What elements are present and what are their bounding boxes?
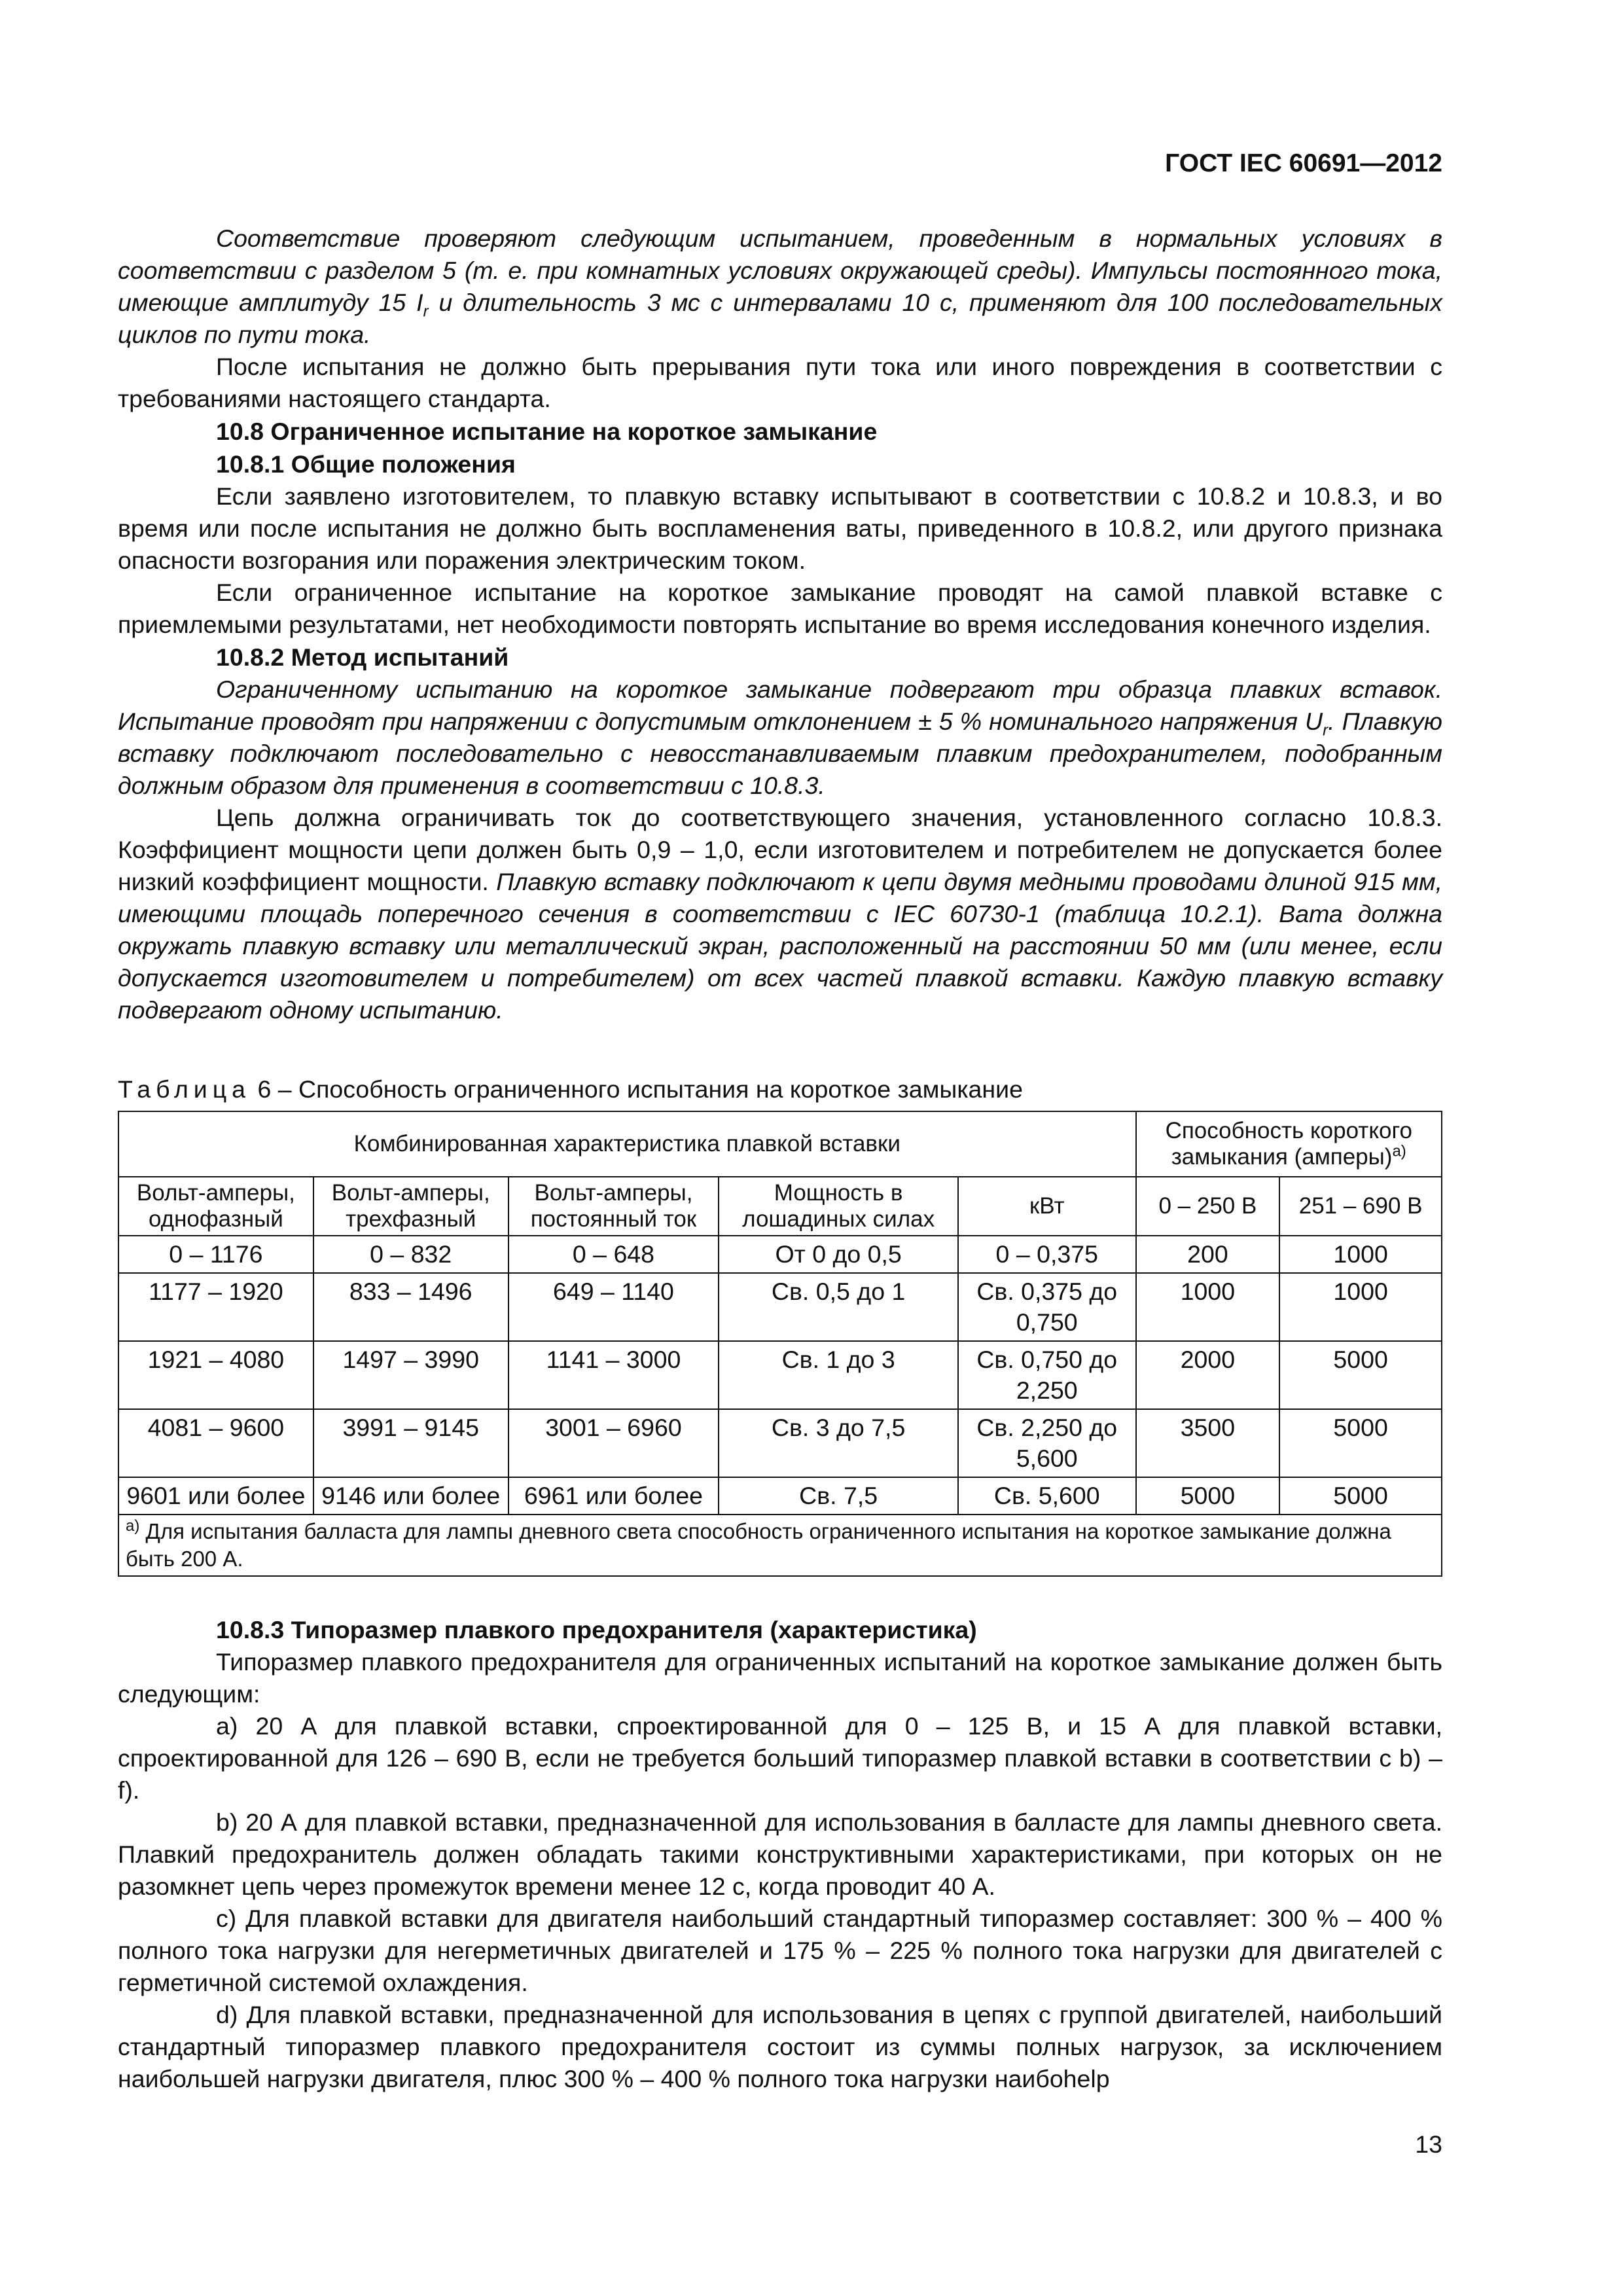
table-cell: 5000 xyxy=(1136,1477,1280,1515)
table-cell: 3991 – 9145 xyxy=(313,1409,508,1477)
page-number: 13 xyxy=(1415,2130,1442,2158)
standard-code: ГОСТ IEC 60691—2012 xyxy=(1165,149,1442,177)
s1082-p2-a: Цепь должна ограничивать ток до соответствующего значения, установленного согласно 10.8.3. Коэффициент мощности цепи должен быть 0,9 – 1,0, если изготовителем и потребителем не допускается более низкий коэффициент мощности. xyxy=(118,804,1442,895)
intro-paragraph-1 xyxy=(118,223,1442,351)
table-group-header: Комбинированная характеристика плавкой вставки xyxy=(118,1111,1136,1177)
table-row xyxy=(118,1341,1442,1409)
table-row xyxy=(118,1477,1442,1515)
section-10-8-title: 10.8 Ограниченное испытание на короткое замыкание xyxy=(216,418,878,445)
table-col-header: Вольт-амперы, постоянный ток xyxy=(508,1177,719,1236)
s1083-item-a: a) 20 А для плавкой вставки, спроектированной для 0 – 125 В, и 15 А для плавкой вставки, спроектированной для 126 – 690 В, если не требуется больший типоразмер плавкой вставки в соответствии с b) – f). xyxy=(118,1712,1442,1804)
intro-p1-b: и длительность 3 мс с интервалами 10 с, применяют для 100 последовательных циклов по пути тока. xyxy=(118,289,1442,348)
table-row xyxy=(118,1236,1442,1273)
table-footnote xyxy=(118,1515,1442,1576)
table-footnote-mark: a) xyxy=(126,1517,140,1535)
s1083-item-b: b) 20 А для плавкой вставки, предназначенной для использования в балласте для лампы дневного света. Плавкий предохранитель должен обладать такими конструктивными характеристиками, при которых он не разомкнет цепь через промежуток времени менее 12 с, когда проводит 40 А. xyxy=(118,1808,1442,1900)
table-caption-text: 6 – Способность ограниченного испытания на короткое замыкание xyxy=(251,1075,1023,1103)
table-caption-label: Таблица xyxy=(118,1075,251,1103)
table-cell: 5000 xyxy=(1279,1477,1442,1515)
table-cell: 3500 xyxy=(1136,1409,1280,1477)
intro-p1-a: Соответствие проверяют следующим испытанием, проведенным в нормальных условиях в соответствии с разделом 5 (т. е. при комнатных условиях окружающей среды). Импульсы постоянного тока, имеющие амплитуду 15 I xyxy=(118,224,1442,316)
table-cell: Св. 2,250 до 5,600 xyxy=(958,1409,1136,1477)
table-cell: 6961 или более xyxy=(508,1477,719,1515)
s1083-item-c: c) Для плавкой вставки для двигателя наибольший стандартный типоразмер составляет: 300 % – 400 % полного тока нагрузки для негерметичных двигателей и 175 % – 225 % полного тока нагрузки для двигателей с герметичной системой охлаждения. xyxy=(118,1905,1442,1996)
table-6-caption xyxy=(118,1073,1442,1105)
table-6 xyxy=(118,1111,1442,1577)
section-10-8-2-title: 10.8.2 Метод испытаний xyxy=(216,643,509,671)
table-cell: 9601 или более xyxy=(118,1477,313,1515)
table-sc-header-text: Способность короткого замыкания (амперы) xyxy=(1165,1118,1412,1170)
table-col-header: 251 – 690 В xyxy=(1279,1177,1442,1236)
table-cell: 2000 xyxy=(1136,1341,1280,1409)
table-col-header: Вольт-амперы, трехфазный xyxy=(313,1177,508,1236)
table-cell: 649 – 1140 xyxy=(508,1273,719,1341)
table-cell: 833 – 1496 xyxy=(313,1273,508,1341)
s1082-paragraph-1 xyxy=(118,673,1442,802)
table-cell: 1497 – 3990 xyxy=(313,1341,508,1409)
table-sc-header xyxy=(1136,1111,1442,1177)
table-cell: От 0 до 0,5 xyxy=(719,1236,958,1273)
s1082-paragraph-2 xyxy=(118,802,1442,1026)
table-footnote-text: Для испытания балласта для лампы дневного света способность ограниченного испытания на короткое замыкание должна быть 200 А. xyxy=(126,1519,1391,1571)
table-cell: Св. 7,5 xyxy=(719,1477,958,1515)
table-col-header: Мощность в лошадиных силах xyxy=(719,1177,958,1236)
table-cell: 4081 – 9600 xyxy=(118,1409,313,1477)
table-cell: 5000 xyxy=(1279,1341,1442,1409)
table-cell: Св. 0,750 до 2,250 xyxy=(958,1341,1136,1409)
table-row xyxy=(118,1273,1442,1341)
table-cell: 1177 – 1920 xyxy=(118,1273,313,1341)
table-cell: Св. 0,5 до 1 xyxy=(719,1273,958,1341)
table-cell: 9146 или более xyxy=(313,1477,508,1515)
s1082-p1-b: . Плавкую вставку подключают последовательно с невосстанавливаемым плавким предохранителем, подобранным должным образом для применения в соответствии с 10.8.3. xyxy=(118,708,1442,799)
s1081-paragraph-1: Если заявлено изготовителем, то плавкую вставку испытывают в соответствии с 10.8.2 и 10.8.3, и во время или после испытания не должно быть воспламенения ваты, приведенного в 10.8.2, или другого признака опасности возгорания или поражения электрическим током. xyxy=(118,482,1442,574)
table-col-header: кВт xyxy=(958,1177,1136,1236)
table-cell: 200 xyxy=(1136,1236,1280,1273)
table-cell: 0 – 0,375 xyxy=(958,1236,1136,1273)
table-cell: 0 – 832 xyxy=(313,1236,508,1273)
table-cell: Св. 3 до 7,5 xyxy=(719,1409,958,1477)
table-row xyxy=(118,1409,1442,1477)
s1082-p1-a: Ограниченному испытанию на короткое замыкание подвергают три образца плавких вставок. Испытание проводят при напряжении с допустимым отклонением ± 5 % номинального напряжения U xyxy=(118,675,1442,735)
section-10-8-3-title: 10.8.3 Типоразмер плавкого предохранителя (характеристика) xyxy=(216,1616,977,1643)
table-cell: 0 – 648 xyxy=(508,1236,719,1273)
table-footnote-row xyxy=(118,1515,1442,1576)
table-cell: Св. 1 до 3 xyxy=(719,1341,958,1409)
table-cell: 1000 xyxy=(1279,1273,1442,1341)
table-cell: 1921 – 4080 xyxy=(118,1341,313,1409)
intro-paragraph-2: После испытания не должно быть прерывания пути тока или иного повреждения в соответствии с требованиями настоящего стандарта. xyxy=(118,353,1442,412)
table-cell: 5000 xyxy=(1279,1409,1442,1477)
table-cell: 3001 – 6960 xyxy=(508,1409,719,1477)
table-col-header: Вольт-амперы, однофазный xyxy=(118,1177,313,1236)
intro-p1-sub: r xyxy=(423,302,429,321)
s1083-item-d: d) Для плавкой вставки, предназначенной для использования в цепях с группой двигателей, наибольший стандартный типоразмер плавкого предохранителя состоит из суммы полных нагрузок, за исключением наибольшей нагрузки двигателя, плюс 300 % – 400 % полного тока нагрузки наибоhelp xyxy=(118,2001,1442,2092)
s1082-p1-sub: r xyxy=(1323,721,1329,740)
table-cell: 0 – 1176 xyxy=(118,1236,313,1273)
s1081-paragraph-2: Если ограниченное испытание на короткое замыкание проводят на самой плавкой вставке с приемлемыми результатами, нет необходимости повторять испытание во время исследования конечного изделия. xyxy=(118,579,1442,638)
s1082-p2-b: Плавкую вставку подключают к цепи двумя медными проводами длиной 915 мм, имеющими площадь поперечного сечения в соответствии с IEC 60730-1 (таблица 10.2.1). Вата должна окружать плавкую вставку или металлический экран, расположенный на расстоянии 50 мм (или менее, если допускается изготовителем и потребителем) от всех частей плавкой вставки. Каждую плавкую вставку подвергают одному испытанию. xyxy=(118,868,1443,1024)
table-cell: 1000 xyxy=(1136,1273,1280,1341)
table-cell: 1000 xyxy=(1279,1236,1442,1273)
table-cell: Св. 0,375 до 0,750 xyxy=(958,1273,1136,1341)
table-col-header: 0 – 250 В xyxy=(1136,1177,1280,1236)
page-body xyxy=(118,144,1442,2095)
table-sc-header-sup: a) xyxy=(1392,1142,1406,1160)
table-cell: Св. 5,600 xyxy=(958,1477,1136,1515)
section-10-8-1-title: 10.8.1 Общие положения xyxy=(216,450,516,478)
table-cell: 1141 – 3000 xyxy=(508,1341,719,1409)
s1083-paragraph-intro: Типоразмер плавкого предохранителя для ограниченных испытаний на короткое замыкание должен быть следующим: xyxy=(118,1648,1442,1708)
